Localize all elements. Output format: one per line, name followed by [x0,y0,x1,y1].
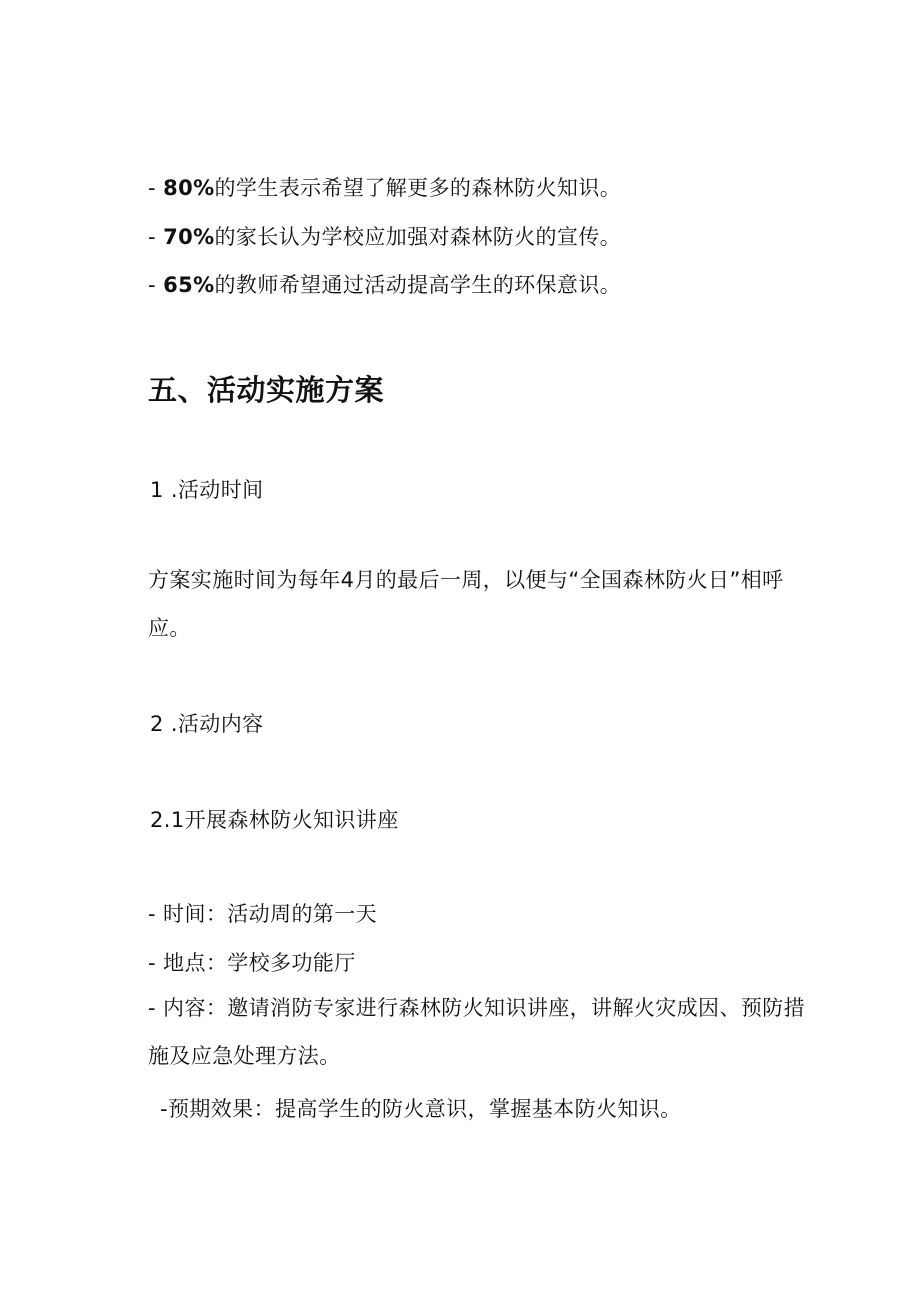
bullet-text: 的家长认为学校应加强对森林防火的宣传。 [214,225,622,249]
detail-content: - 内容：邀请消防专家进行森林防火知识讲座，讲解火灾成因、预防措施及应急处理方法。 [148,996,806,1068]
bullet-dash: - [148,225,156,249]
bullet-percent: 80% [163,176,215,200]
bullet-text: 的学生表示希望了解更多的森林防火知识。 [214,176,622,200]
bullet-dash: - [148,273,156,297]
bullet-text: 的教师希望通过活动提高学生的环保意识。 [214,273,622,297]
survey-bullet-students [148,174,621,202]
item1-paragraph: 方案实施时间为每年4月的最后一周，以便与“全国森林防火日”相呼应。 [148,568,784,640]
bullet-dash: - [148,176,156,200]
item1-title: 1 .活动时间 [150,478,264,502]
bullet-percent: 70% [163,225,215,249]
item2-title: 2 .活动内容 [150,712,264,736]
detail-time: - 时间：活动周的第一天 [148,902,378,926]
item2-subtitle: 2.1开展森林防火知识讲座 [150,808,399,832]
detail-location: - 地点：学校多功能厅 [148,951,356,975]
survey-bullet-parents [148,223,621,251]
survey-bullet-teachers [148,271,621,299]
bullet-percent: 65% [163,273,215,297]
section-heading: 五、活动实施方案 [148,373,385,407]
detail-expected-effect: -预期效果：提高学生的防火意识，掌握基本防火知识。 [160,1097,682,1121]
